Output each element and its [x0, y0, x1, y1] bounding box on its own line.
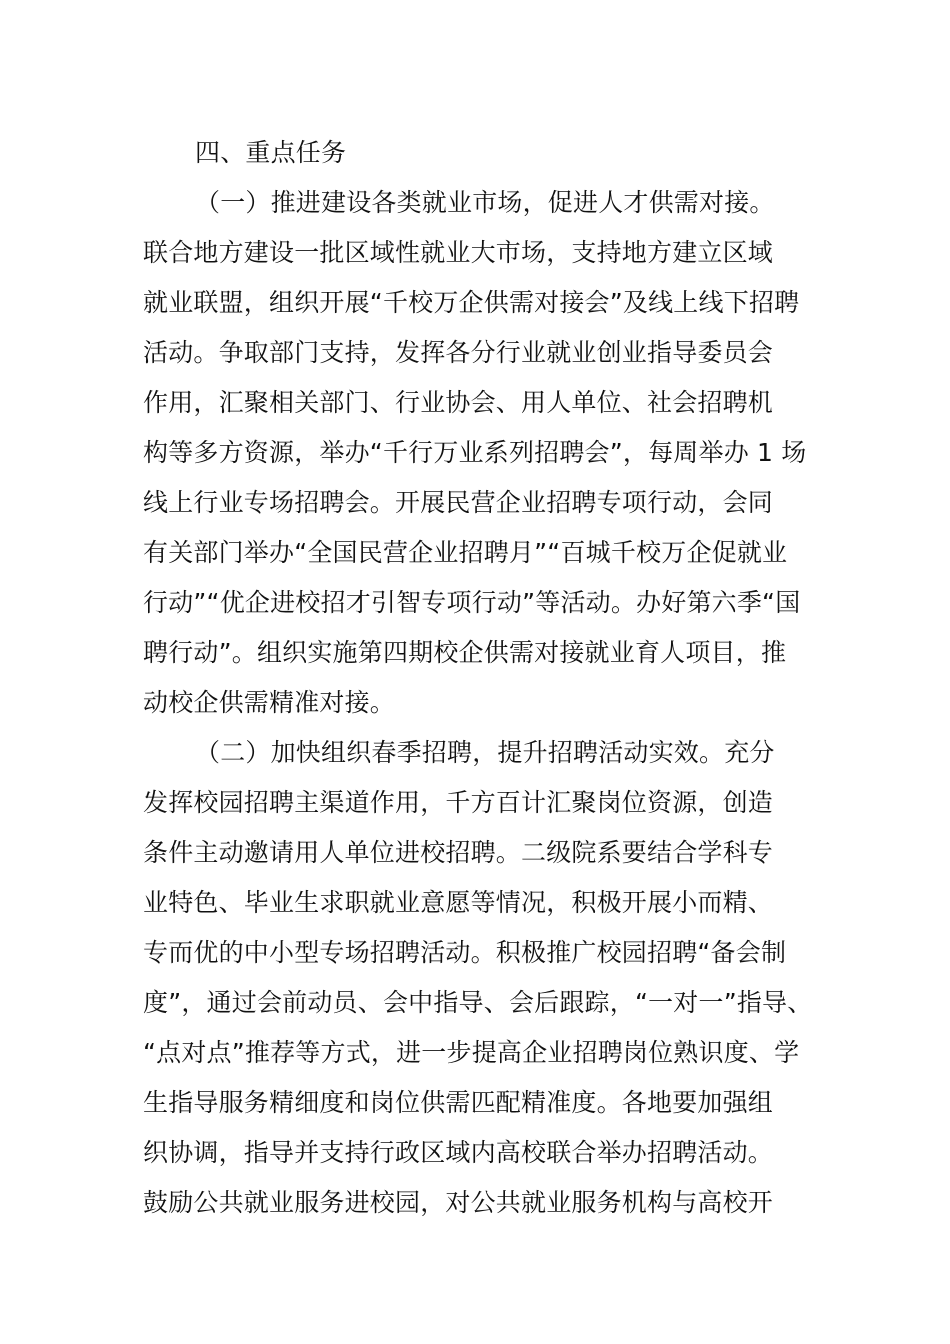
paragraph-line: 活动。争取部门支持，发挥各分行业就业创业指导委员会	[143, 338, 774, 367]
paragraph-line: 发挥校园招聘主渠道作用，千方百计汇聚岗位资源，创造	[143, 788, 774, 817]
paragraph-line: 就业联盟，组织开展“千校万企供需对接会”及线上线下招聘	[143, 288, 800, 317]
paragraph-line: 聘行动”。组织实施第四期校企供需对接就业育人项目，推	[143, 638, 787, 667]
paragraph-line: 线上行业专场招聘会。开展民营企业招聘专项行动，会同	[143, 488, 774, 517]
document-body	[143, 128, 813, 1228]
section-heading: 四、重点任务	[195, 138, 347, 167]
paragraph-line: 度”，通过会前动员、会中指导、会后跟踪，“一对一”指导、	[143, 988, 813, 1017]
paragraph-line: 构等多方资源，举办“千行万业系列招聘会”，每周举办 1 场	[143, 438, 807, 467]
paragraph-1	[143, 178, 808, 728]
paragraph-2	[143, 728, 813, 1228]
paragraph-line: 鼓励公共就业服务进校园，对公共就业服务机构与高校开	[143, 1188, 774, 1217]
paragraph-line: 有关部门举办“全国民营企业招聘月”“百城千校万企促就业	[143, 538, 788, 567]
paragraph-line: “点对点”推荐等方式，进一步提高企业招聘岗位熟识度、学	[143, 1038, 800, 1067]
paragraph-line: 行动”“优企进校招才引智专项行动”等活动。办好第六季“国	[143, 588, 801, 617]
paragraph-line: 联合地方建设一批区域性就业大市场，支持地方建立区域	[143, 238, 774, 267]
paragraph-line: 动校企供需精准对接。	[143, 688, 396, 717]
paragraph-line: 业特色、毕业生求职就业意愿等情况，积极开展小而精、	[143, 888, 774, 917]
paragraph-line: 条件主动邀请用人单位进校招聘。二级院系要结合学科专	[143, 838, 774, 867]
paragraph-line: 生指导服务精细度和岗位供需匹配精准度。各地要加强组	[143, 1088, 774, 1117]
paragraph-line: 织协调，指导并支持行政区域内高校联合举办招聘活动。	[143, 1138, 774, 1167]
paragraph-line: 专而优的中小型专场招聘活动。积极推广校园招聘“备会制	[143, 938, 787, 967]
paragraph-line: （二）加快组织春季招聘，提升招聘活动实效。充分	[195, 738, 775, 767]
paragraph-line: 作用，汇聚相关部门、行业协会、用人单位、社会招聘机	[143, 388, 774, 417]
paragraph-line: （一）推进建设各类就业市场，促进人才供需对接。	[195, 188, 775, 217]
